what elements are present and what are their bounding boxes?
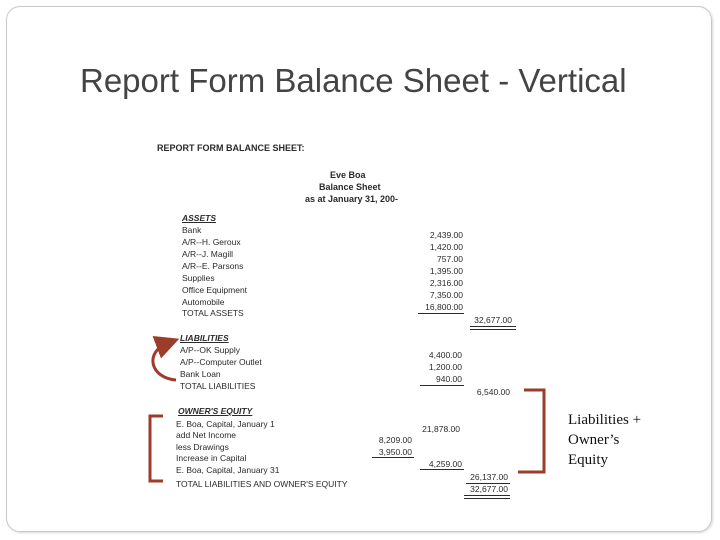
liabilities-label: LIABILITIES [180, 333, 229, 343]
asset-item-name: A/R--J. Magill [182, 249, 234, 259]
company-name: Eve Boa [330, 170, 366, 180]
liability-item-name: A/P--Computer Outlet [180, 357, 262, 367]
grand-total-amount: 32,677.00 [470, 484, 508, 494]
total-assets-amount: 32,677.00 [474, 315, 512, 325]
increase-label: Increase in Capital [176, 453, 247, 463]
asset-item-amount: 2,316.00 [429, 278, 463, 288]
statement-name: Balance Sheet [319, 182, 381, 192]
total-liabilities-label: TOTAL LIABILITIES [180, 381, 256, 391]
report-heading: REPORT FORM BALANCE SHEET: [157, 143, 305, 153]
capital-start-label: E. Boa, Capital, January 1 [176, 419, 275, 429]
asset-item-amount: 1,395.00 [429, 266, 463, 276]
asset-item-name: Supplies [182, 273, 215, 283]
asset-item-amount: 16,800.00 [425, 302, 463, 312]
equity-label: OWNER'S EQUITY [178, 406, 253, 416]
total-assets-label: TOTAL ASSETS [182, 308, 244, 318]
callout-line: Liabilities + [568, 412, 642, 428]
net-income-label: add Net Income [176, 430, 237, 440]
capital-end-amount: 26,137.00 [470, 472, 508, 482]
statement-date: as at January 31, 200- [305, 194, 399, 204]
asset-item-amount: 757.00 [437, 254, 463, 264]
liability-item-amount: 1,200.00 [428, 362, 462, 372]
assets-label: ASSETS [182, 213, 217, 223]
asset-item-name: Automobile [182, 297, 225, 307]
liability-item-name: A/P--OK Supply [180, 345, 240, 355]
capital-end-label: E. Boa, Capital, January 31 [176, 465, 280, 475]
asset-item-name: Bank [182, 225, 202, 235]
liability-item-name: Bank Loan [180, 369, 221, 379]
asset-item-name: Office Equipment [182, 285, 248, 295]
increase-amount: 4,259.00 [428, 459, 462, 469]
curved-arrow-icon [153, 343, 176, 380]
slide-title: Report Form Balance Sheet - Vertical [80, 62, 627, 99]
asset-item-amount: 7,350.00 [429, 290, 463, 300]
callout-liabilities-equity [568, 410, 678, 470]
total-liabilities-amount: 6,540.00 [476, 387, 510, 397]
liability-item-amount: 940.00 [436, 374, 462, 384]
asset-item-amount: 2,439.00 [429, 230, 463, 240]
left-bracket-icon [150, 416, 163, 481]
liability-item-amount: 4,400.00 [428, 350, 462, 360]
callout-line: Owner’s [568, 432, 620, 448]
asset-item-name: A/R--E. Parsons [182, 261, 244, 271]
net-income-amount: 8,209.00 [378, 435, 412, 445]
asset-item-amount: 1,420.00 [429, 242, 463, 252]
grand-total-label: TOTAL LIABILITIES AND OWNER'S EQUITY [176, 479, 348, 489]
drawings-amount: 3,950.00 [378, 447, 412, 457]
drawings-label: less Drawings [176, 442, 229, 452]
callout-line: Equity [568, 452, 608, 468]
capital-start-amount: 21,878.00 [422, 424, 460, 434]
asset-item-name: A/R--H. Geroux [182, 237, 241, 247]
right-bracket-icon [518, 390, 544, 472]
